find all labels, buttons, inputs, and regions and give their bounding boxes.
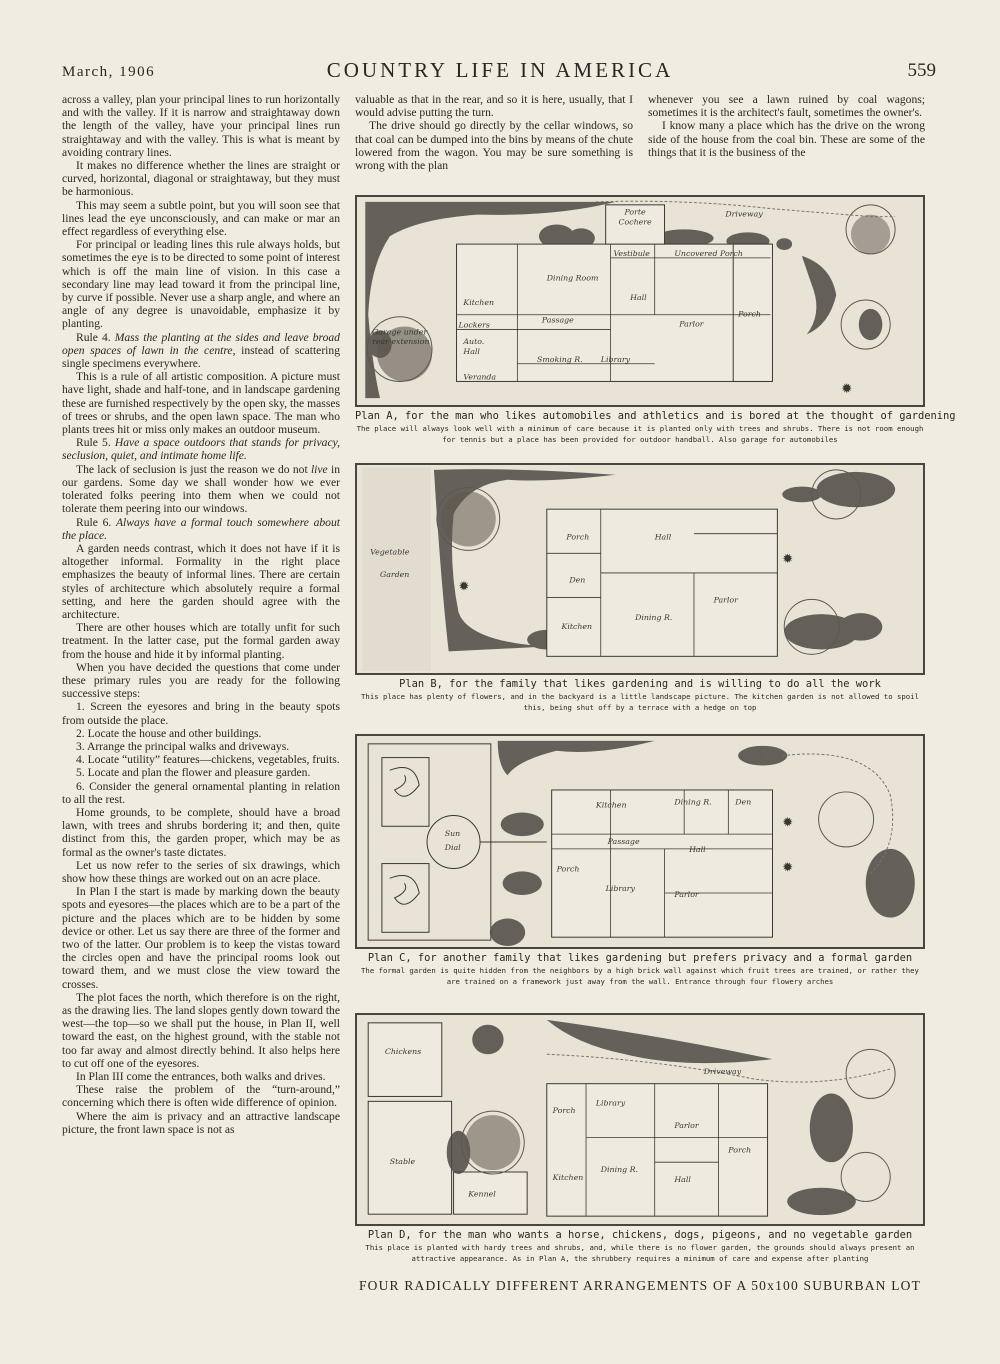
label-den: Den: [735, 797, 752, 807]
paragraph: In Plan I the start is made by marking down the beauty spots and eyesores—the places which are to be a part of the picture and the places which are to be hidden by some device or other. Let us say there are three of the former and two of the latter. Our problem is to keep the vistas toward the circles open and have the principal rooms look out toward them, and we must close the view toward the crosses.: [62, 885, 340, 991]
rule-text: Mass the planting at the sides and leave broad open spaces of lawn in the centre,: [62, 330, 340, 357]
label-kitchen: Kitchen: [463, 297, 495, 307]
magazine-title: COUNTRY LIFE IN AMERICA: [326, 58, 674, 82]
rule-label: Rule 6.: [76, 515, 112, 529]
paragraph: There are other houses which are totally unfit for such treatment. In the latter case, put the formal garden away from the house and hide it by informal planting.: [62, 621, 340, 661]
paragraph: whenever you see a lawn ruined by coal wagons; sometimes it is the architect's fault, sometimes the owner's.: [648, 93, 925, 120]
label-porch: Porch: [738, 309, 761, 319]
list-item: 3. Arrange the principal walks and driveways.: [76, 739, 290, 753]
label-kennel: Kennel: [468, 1189, 496, 1199]
label-parlor: Parlor: [713, 595, 738, 605]
house-outline: [552, 790, 773, 937]
plan-c-drawing: [355, 734, 925, 949]
label-chickens: Chickens: [384, 1047, 422, 1057]
label-veranda: Veranda: [463, 372, 497, 382]
tree-shading: [441, 491, 496, 546]
paragraph: For principal or leading lines this rule always holds, but sometimes the eye is to be directed to some point of interest which is off the main line of vision. In this case a secondary line may lead toward it from the principal line, by curve if possible. Never use a sharp angle, and where an angle of any degree is unavoidable, emphasize it by planting.: [62, 238, 340, 331]
label-driveway: Driveway: [703, 1066, 742, 1076]
label-kitchen: Kitchen: [552, 1172, 584, 1182]
label-passage: Passage: [607, 836, 640, 846]
label-stable: Stable: [389, 1157, 416, 1167]
compass-star-icon: ✹: [841, 381, 853, 397]
plan-title: Plan C, for another family that likes gardening but prefers privacy and a formal garden: [367, 952, 913, 964]
plan-description: The formal garden is quite hidden from the neighbors by a high brick wall against which fruit trees are trained, or rather they are trained on a framework just away from the wall. Entrance through four flowery arches: [361, 966, 919, 986]
paragraph: [62, 463, 340, 516]
label-dining: Dining R.: [600, 1164, 639, 1174]
figure-caption: FOUR RADICALLY DIFFERENT ARRANGEMENTS OF A 50x100 SUBURBAN LOT: [358, 1278, 922, 1293]
list-item: 4. Locate “utility” features—chickens, vegetables, fruits.: [76, 753, 340, 767]
label-driveway: Driveway: [725, 209, 763, 219]
label-porch-2: Porch: [728, 1145, 752, 1155]
label-vestibule: Vestibule: [613, 248, 650, 258]
paragraph: When you have decided the questions that come under these primary rules you are ready for the following successive steps:: [62, 660, 340, 701]
plan-b: [355, 463, 925, 713]
paragraph: This may seem a subtle point, but you will soon see that lines lead the eye unconsciously, and can make or mar an effect regardless of everything else.: [62, 198, 340, 239]
rule-text: Have a space outdoors that stands for privacy, seclusion, quiet, and intimate home life.: [62, 436, 340, 463]
label-cochere: Cochere: [618, 217, 652, 227]
label-smoking: Smoking R.: [536, 354, 583, 364]
label-rear-extension: rear extension: [372, 337, 430, 347]
label-garden: Garden: [380, 569, 410, 579]
label-auto: Auto.: [463, 337, 485, 347]
list-item: 6. Consider the general ornamental planting in relation to all the rest.: [62, 779, 340, 806]
label-dial: Dial: [444, 842, 461, 852]
plan-a: [355, 195, 956, 445]
paragraph: I know many a place which has the drive on the wrong side of the house from the coal bin. These are some of the things that it is the business of the: [648, 119, 925, 159]
rule-text: Always have a formal touch somewhere about the place.: [62, 515, 341, 542]
list-item: 5. Locate and plan the flower and pleasure garden.: [76, 766, 311, 780]
paragraph: Let us now refer to the series of six drawings, which show how these things are worked out on an acre place.: [62, 858, 340, 885]
label-porte: Porte: [624, 207, 646, 217]
star-icon: ✹: [782, 552, 793, 567]
label-parlor: Parlor: [679, 319, 704, 329]
paragraph: A garden needs contrast, which it does not have if it is altogether informal. Formality in the right place emphasizes the beauty of informal lines. There are certain styles of architecture which absolutely require a formal setting, and here the garden should agree with the architecture.: [62, 541, 340, 621]
list-item: 1. Screen the eyesores and bring in the beauty spots from outside the place.: [62, 700, 340, 727]
label-library: Library: [600, 354, 631, 364]
star-icon: ✹: [458, 579, 470, 594]
list-item: 2. Locate the house and other buildings.: [76, 726, 262, 740]
label-kitchen: Kitchen: [595, 800, 627, 810]
label-hall: Hall: [674, 1174, 691, 1184]
label-kitchen: Kitchen: [561, 621, 593, 631]
plan-title: Plan B, for the family that likes gardening and is willing to do all the work: [399, 678, 881, 690]
article-column-1: [62, 93, 340, 1136]
paragraph: across a valley, plan your principal lines to run horizontally and with the valley. If it is narrow and straightaway down the length of the valley, have your principal lines run straightaway and with the valley. This is what is meant by avoiding contrary lines.: [62, 93, 340, 159]
paragraph: Where the aim is privacy and an attractive landscape picture, the front lawn space is not as: [62, 1109, 340, 1136]
paragraph: valuable as that in the rear, and so it is here, usually, that I would advise putting the turn.: [355, 93, 633, 120]
plan-b-drawing: [355, 463, 925, 675]
plan-d-drawing: [355, 1013, 925, 1226]
label-parlor: Parlor: [674, 1120, 699, 1130]
label-lockers: Lockers: [458, 320, 490, 330]
rule-tail: instead of scattering single specimens everywhere.: [62, 343, 340, 371]
tree-circle: [819, 792, 874, 847]
plan-description: This place has plenty of flowers, and in the backyard is a little landscape picture. The kitchen garden is not allowed to spoil this, being shut off by a terrace with a hedge on top: [361, 692, 919, 712]
label-hall: Hall: [689, 844, 706, 854]
paragraph: It makes no difference whether the lines are straight or curved, horizontal, diagonal or straightaway, but they must be harmonious.: [62, 159, 340, 199]
rule-label: Rule 5.: [76, 436, 111, 450]
label-garage: Garage under: [372, 327, 428, 337]
label-vegetable: Vegetable: [370, 547, 410, 557]
star-icon: ✹: [782, 860, 793, 875]
page-number: 559: [907, 60, 936, 81]
rule-5: [62, 436, 340, 462]
paragraph: The plot faces the north, which therefore is on the right, as the drawing lies. The land slopes gently down toward the west—the top—so we shall put the house, in Plan II, well toward the east, on the highest ground, with the stable not too far away and almost directly behind. It also helps here to cut off one of the eyesores.: [62, 990, 340, 1070]
tree-shading: [465, 1115, 520, 1170]
label-dining: Dining R.: [674, 797, 712, 807]
plan-title: Plan D, for the man who wants a horse, chickens, dogs, pigeons, and no vegetable garden: [367, 1229, 913, 1241]
plan-title: Plan A, for the man who likes automobiles and athletics and is bored at the thought of gardening: [355, 410, 956, 422]
article-column-3: [648, 93, 925, 159]
paragraph: This is a rule of all artistic composition. A picture must have light, shade and half-tone, and in landscape gardening these are furnished respectively by the open sky, the masses of trees or shrubs, and the open lawn space. The man who plants trees hit or miss only makes an outdoor museum.: [62, 370, 340, 437]
article-column-2: [355, 93, 633, 172]
plan-d: [355, 1013, 925, 1264]
label-parlor: Parlor: [674, 889, 699, 899]
label-passage: Passage: [541, 315, 574, 325]
plan-a-drawing: [355, 195, 925, 407]
rule-label: Rule 4.: [76, 330, 111, 344]
paragraph: The drive should go directly by the cellar windows, so that coal can be dumped into the bins by means of the chute lowered from the wagon. You may be sure something is wrong with the plan: [355, 119, 633, 173]
paragraph: Home grounds, to be complete, should have a broad lawn, with trees and shrubs bordering it; and then, quite distinct from this, the garden proper, which may be as formal as the owner's taste dictates.: [62, 805, 340, 859]
label-dining-room: Dining Room: [546, 273, 599, 283]
label-library: Library: [595, 1098, 626, 1108]
label-porch: Porch: [566, 532, 590, 542]
label-porch: Porch: [556, 864, 580, 874]
label-auto-hall: Hall: [463, 346, 480, 356]
rule-4: [62, 331, 340, 371]
issue-date: March, 1906: [62, 64, 156, 80]
label-sun: Sun: [444, 829, 461, 839]
label-hall: Hall: [630, 293, 647, 303]
label-hall: Hall: [654, 532, 672, 542]
text-run: in our gardens. Some day we shall wonder how we ever tolerated folks peering into them when we could not tolerate them peering into our windows.: [62, 462, 340, 516]
label-dining: Dining R.: [635, 613, 673, 623]
running-head: [0, 58, 1000, 88]
plan-description: This place is planted with hardy trees and shrubs, and, while there is no flower garden, the grounds should always present an attractive appearance. As in Plan A, the shrubbery requires a minimum of care and expense after planting: [365, 1243, 915, 1263]
label-den: Den: [569, 575, 586, 585]
plan-description: The place will always look well with a minimum of care because it is planted only with trees and shrubs. There is not room enough for tennis but a place has been provided for outdoor handball. Also garage for automobiles: [356, 424, 924, 444]
star-icon: ✹: [782, 815, 793, 830]
label-uncovered-porch: Uncovered Porch: [674, 248, 743, 258]
paragraph: These raise the problem of the “turn-around,” concerning which there is often wide difference of opinion.: [62, 1083, 340, 1110]
rule-6: [62, 516, 340, 542]
label-porch: Porch: [552, 1106, 576, 1116]
paragraph: In Plan III come the entrances, both walks and drives.: [76, 1070, 326, 1084]
emphasis: live: [310, 462, 328, 476]
text-run: The lack of seclusion is just the reason we do not: [76, 462, 308, 476]
label-library: Library: [605, 884, 636, 894]
steps-list: [62, 700, 340, 806]
plan-c: [355, 734, 925, 987]
